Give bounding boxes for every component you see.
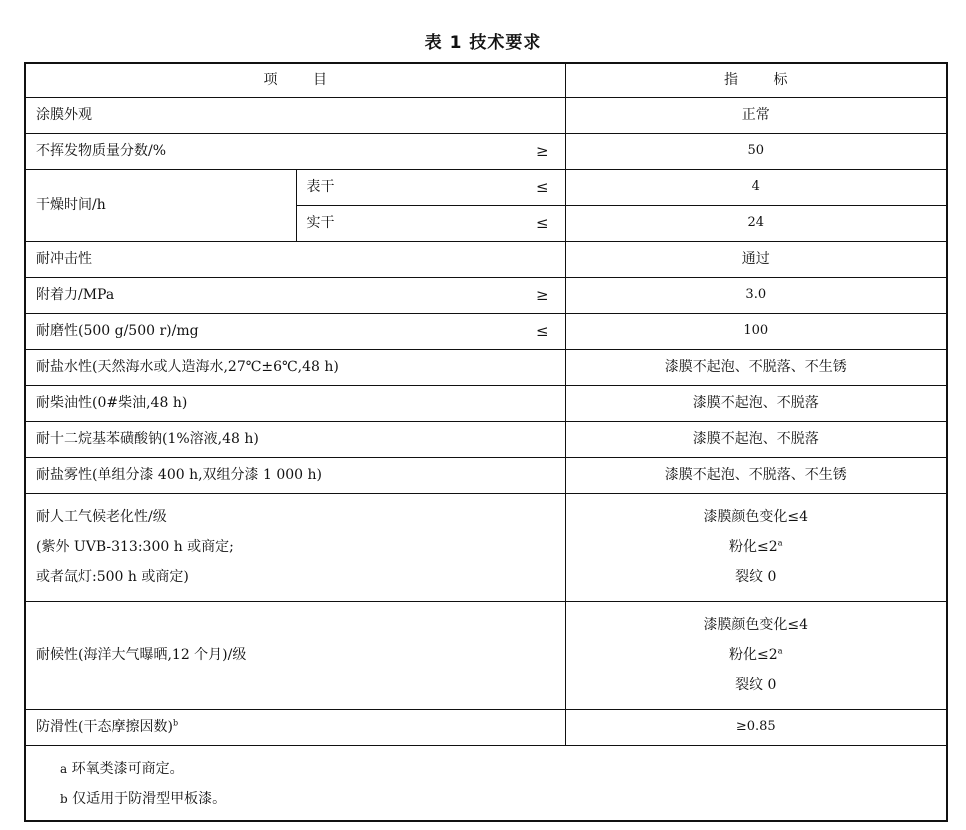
footnote-text: 仅适用于防滑型甲板漆。 (72, 790, 227, 807)
table-row (25, 277, 947, 313)
row-value: 3.0 (565, 277, 947, 313)
footnote-text: 环氧类漆可商定。 (71, 760, 184, 777)
sub-row-name: 实干 (306, 215, 335, 231)
table-row (25, 313, 947, 349)
row-name: 附着力/MPa (36, 287, 115, 303)
row-name: 耐冲击性 (25, 241, 565, 277)
sub-row-name: 表干 (306, 179, 335, 195)
table-row (25, 385, 947, 421)
footnote-mark: b (172, 718, 179, 728)
row-value: ≥0.85 (565, 709, 947, 745)
comparison-symbol: ≤ (535, 322, 549, 340)
comparison-symbol: ≤ (535, 214, 549, 232)
row-value-text: 粉化≤2 (729, 647, 778, 663)
row-name-cell (25, 133, 565, 169)
row-name: 涂膜外观 (25, 97, 565, 133)
table-row (25, 169, 947, 205)
footnotes-row (25, 745, 947, 821)
table-row (25, 241, 947, 277)
sub-row-name-cell (296, 169, 565, 205)
row-name: 耐盐雾性(单组分漆 400 h,双组分漆 1 000 h) (25, 457, 565, 493)
row-value: 漆膜不起泡、不脱落、不生锈 (565, 457, 947, 493)
row-name-cell (25, 709, 565, 745)
row-value: 24 (565, 205, 947, 241)
row-value: 漆膜不起泡、不脱落 (565, 421, 947, 457)
row-name-cell (25, 277, 565, 313)
row-name: 防滑性(干态摩擦因数) (36, 719, 173, 735)
row-name-cell (25, 313, 565, 349)
table-row (25, 421, 947, 457)
row-name-line: 耐人工气候老化性/级 (36, 509, 167, 525)
footnotes-cell (25, 745, 947, 821)
table-row (25, 457, 947, 493)
row-value: 漆膜不起泡、不脱落 (565, 385, 947, 421)
comparison-symbol: ≥ (535, 286, 549, 304)
row-name: 耐候性(海洋大气曝晒,12 个月)/级 (25, 601, 565, 709)
table-row (25, 97, 947, 133)
footnote (60, 754, 946, 784)
row-value: 100 (565, 313, 947, 349)
row-name: 耐柴油性(0#柴油,48 h) (25, 385, 565, 421)
row-name-cell (25, 493, 565, 601)
row-value: 4 (565, 169, 947, 205)
row-value-line: 裂纹 0 (735, 677, 777, 693)
comparison-symbol: ≤ (535, 178, 549, 196)
table-title: 表 1 技术要求 (424, 33, 542, 53)
row-name: 耐磨性(500 g/500 r)/mg (36, 323, 199, 339)
table-header-row (25, 63, 947, 97)
header-item: 项 目 (25, 63, 565, 97)
row-value: 正常 (565, 97, 947, 133)
row-name: 耐十二烷基苯磺酸钠(1%溶液,48 h) (25, 421, 565, 457)
row-value-line (566, 640, 947, 670)
footnote-mark: a (60, 761, 68, 776)
row-value: 通过 (565, 241, 947, 277)
row-value-line: 漆膜颜色变化≤4 (703, 617, 809, 633)
comparison-symbol: ≥ (535, 142, 549, 160)
row-value: 50 (565, 133, 947, 169)
table-row (25, 349, 947, 385)
row-value: 漆膜不起泡、不脱落、不生锈 (565, 349, 947, 385)
row-name: 不挥发物质量分数/% (36, 143, 167, 159)
footnote-mark: b (60, 791, 68, 806)
row-value-cell (565, 493, 947, 601)
table-row (25, 601, 947, 709)
row-name-line: (紫外 UVB-313:300 h 或商定; (36, 539, 234, 555)
footnote-mark: a (777, 538, 783, 548)
row-name-line: 或者氙灯:500 h 或商定) (36, 569, 189, 585)
row-value-cell (565, 601, 947, 709)
table-row (25, 709, 947, 745)
header-index: 指 标 (565, 63, 947, 97)
table-row (25, 493, 947, 601)
sub-row-name-cell (296, 205, 565, 241)
row-name: 耐盐水性(天然海水或人造海水,27℃±6℃,48 h) (25, 349, 565, 385)
row-name: 干燥时间/h (25, 169, 296, 241)
table-row (25, 133, 947, 169)
row-value-text: 粉化≤2 (729, 539, 778, 555)
row-value-line: 裂纹 0 (735, 569, 777, 585)
row-value-line: 漆膜颜色变化≤4 (703, 509, 809, 525)
footnote-mark: a (777, 646, 783, 656)
technical-requirements-table (24, 62, 948, 822)
footnote (60, 784, 946, 814)
row-value-line (566, 532, 947, 562)
